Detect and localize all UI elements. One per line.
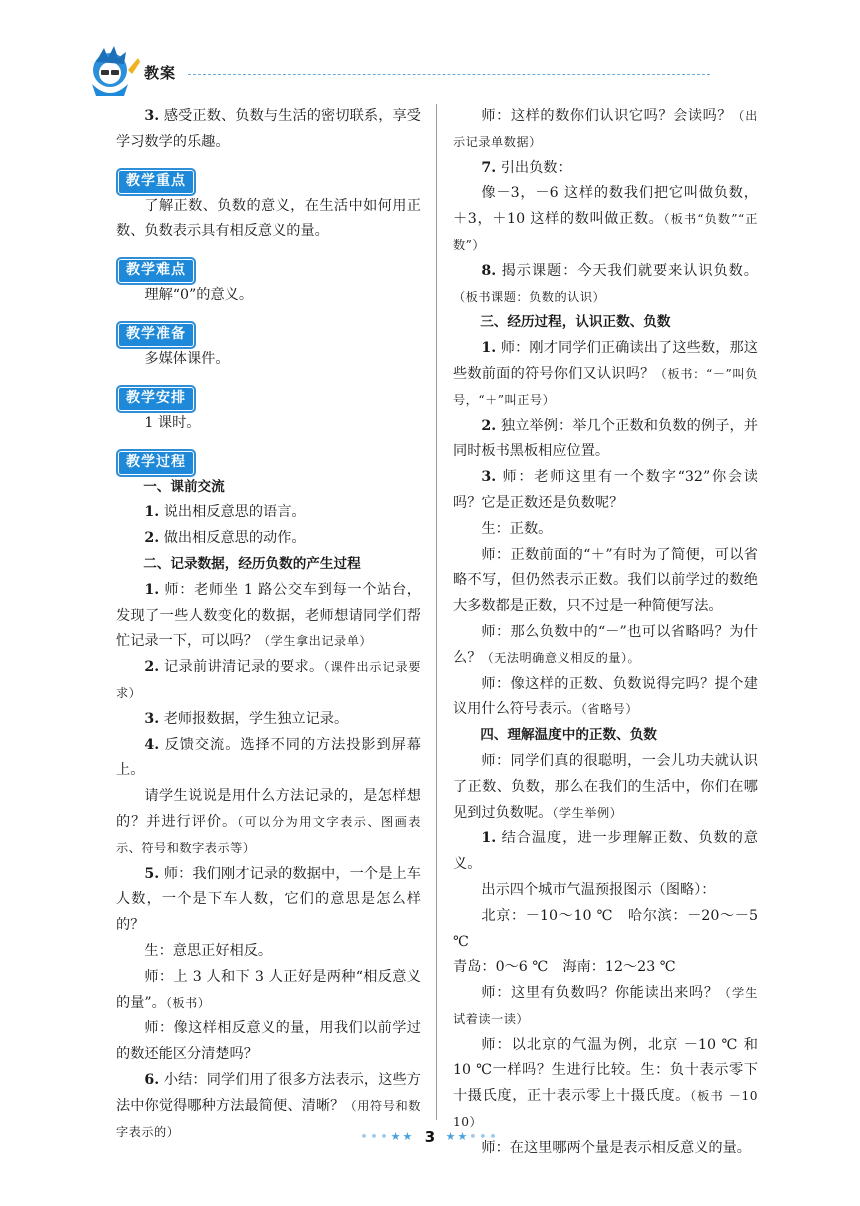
page-footer (0, 1128, 860, 1146)
paragraph-note: （无法明确意义相反的量）。 (481, 650, 641, 665)
paragraph-text: 一、课前交流 (143, 478, 225, 495)
paragraph (116, 784, 421, 861)
paragraph (453, 104, 758, 156)
item-number: 1. (144, 581, 160, 598)
section-tag: 教学过程 (116, 449, 196, 477)
paragraph (116, 104, 421, 156)
paragraph-text: 师：这里有负数吗？你能读出来吗？ (481, 985, 719, 1002)
paragraph (116, 939, 421, 965)
paragraph-text: 揭示课题：今天我们就要来认识负数。 (496, 262, 758, 279)
section-tag: 教学难点 (116, 257, 196, 285)
page-number: 3 (424, 1128, 436, 1146)
paragraph (116, 283, 421, 309)
paragraph (453, 1033, 771, 1136)
section-tag-wrap (116, 160, 421, 194)
paragraph (453, 181, 758, 258)
paragraph-text: 生：正数。 (481, 520, 553, 537)
paragraph-text: 做出相反意思的动作。 (159, 530, 306, 547)
item-number: 6. (144, 1071, 160, 1088)
paragraph-note: （板书：“－”叫负号，“＋”叫正号） (453, 366, 758, 407)
paragraph-note: （学生试着读一读） (453, 986, 758, 1026)
item-number: 5. (144, 865, 160, 882)
paragraph-text: 师：这样的数你们认识它吗？会读吗？ (481, 108, 733, 124)
paragraph-note: （板书课题：负数的认识） (453, 289, 606, 304)
paragraph-text: 北京：－10～10 ℃ 哈尔滨：－20～－5 ℃ (453, 907, 758, 950)
paragraph (116, 965, 421, 1017)
paragraph (453, 336, 758, 413)
paragraph-text: 师：正数前面的“＋”有时为了简便，可以省略不写，但仍然表示正数。我们以前学过的数绝大多数都是正数，只不过是一种简便写法。 (453, 546, 758, 615)
right-column (453, 104, 771, 1162)
footer-dots-right-icon: ••• (469, 1130, 500, 1143)
column-divider (436, 104, 437, 1120)
item-number: 2. (144, 530, 160, 547)
paragraph-note: （学生举例） (552, 805, 623, 820)
paragraph-text: 师：像这样相反意义的量，用我们以前学过的数还能区分清楚吗？ (116, 1020, 421, 1063)
paragraph (116, 347, 421, 373)
paragraph-text: 三、经历过程，认识正数、负数 (480, 314, 671, 331)
item-number: 1. (144, 504, 160, 521)
paragraph-text: 多媒体课件。 (144, 350, 230, 367)
paragraph-note: （学生拿出记录单） (257, 634, 373, 649)
paragraph-text: 了解正数、负数的意义，在生活中如何用正数、负数表示具有相反意义的量。 (116, 197, 421, 240)
paragraph (116, 500, 421, 526)
paragraph-text: 记录前讲清记录的要求。 (159, 659, 324, 676)
paragraph-note: （出示记录单数据） (453, 109, 758, 149)
paragraph-text: 理解“0”的意义。 (144, 287, 254, 304)
paragraph-text: 独立举例：举几个正数和负数的例子，并同时板书黑板相应位置。 (453, 417, 758, 460)
section-tag-wrap (116, 377, 421, 411)
item-number: 8. (481, 262, 497, 279)
paragraph-text: 反馈交流。选择不同的方法投影到屏幕上。 (116, 736, 421, 779)
paragraph-note: （课件出示记录要求） (116, 660, 421, 700)
paragraph-text: 感受正数、负数与生活的密切联系，享受学习数学的乐趣。 (116, 108, 421, 150)
paragraph (116, 733, 421, 785)
paragraph-text: 二、记录数据，经历负数的产生过程 (143, 555, 361, 572)
paragraph (453, 981, 758, 1033)
paragraph (453, 517, 758, 543)
paragraph (453, 826, 758, 878)
paragraph-note: （省略号） (580, 702, 639, 717)
section-tag-wrap (116, 441, 421, 475)
item-number: 3. (481, 469, 497, 486)
paragraph-text: 青岛：0～6 ℃ 海南：12～23 ℃ (453, 959, 676, 976)
paragraph (453, 414, 758, 466)
footer-dots-left-icon: ••• (360, 1130, 391, 1143)
paragraph-text: 老师报数据，学生独立记录。 (159, 710, 349, 727)
paragraph (116, 1016, 421, 1068)
paragraph-text: 像－3，－6 这样的数我们把它叫做负数，＋3，＋10 这样的数叫做正数。 (453, 185, 758, 228)
header-title: 教案 (144, 64, 177, 82)
paragraph (453, 672, 758, 724)
paragraph (453, 543, 758, 620)
section-heading (453, 723, 758, 749)
paragraph-note: （板书 －10 10） (453, 1089, 771, 1130)
section-tag: 教学准备 (116, 321, 196, 349)
item-number: 1. (481, 340, 497, 357)
section-tag-wrap (116, 249, 421, 283)
paragraph (453, 749, 758, 826)
paragraph (116, 194, 421, 246)
paragraph-note: （板书“负数”“正数”） (453, 212, 758, 252)
paragraph (116, 526, 421, 552)
paragraph (453, 465, 758, 517)
section-tag: 教学重点 (116, 168, 196, 196)
paragraph-text: 小结：同学们用了很多方法表示，这些方法中你觉得哪种方法最简便、清晰？ (116, 1071, 421, 1114)
paragraph-text: 师：老师坐 1 路公交车到每一个站台，发现了一些人数变化的数据，老师想请同学们帮忙记录一下，可以吗？ (116, 581, 421, 650)
paragraph-text: 1 课时。 (144, 414, 201, 431)
paragraph-text: 出示四个城市气温预报图示（图略）： (481, 881, 716, 898)
paragraph-text: 师：老师这里有一个数字“32”你会读吗？它是正数还是负数呢？ (453, 469, 758, 511)
paragraph-text: 师：那么负数中的“－”也可以省略吗？为什么？ (453, 623, 758, 666)
paragraph-note: （用符号和数字表示的） (116, 1098, 421, 1139)
item-number: 1. (481, 830, 497, 847)
section-tag: 教学安排 (116, 385, 196, 413)
paragraph-text: 四、理解温度中的正数、负数 (480, 727, 657, 744)
paragraph-text: 请学生说说是用什么方法记录的，是怎样想的？并进行评价。 (116, 788, 421, 830)
paragraph-text: 生：意思正好相反。 (144, 942, 273, 959)
paragraph-text: 师：同学们真的很聪明，一会儿功夫就认识了正数、负数，那么在我们的生活中，你们在哪见到过负数呢。 (453, 752, 758, 821)
paragraph (116, 411, 421, 437)
section-tag-wrap (116, 313, 421, 347)
item-number: 3. (144, 108, 160, 124)
section-heading (453, 310, 758, 336)
paragraph (116, 862, 421, 939)
left-column (116, 104, 421, 1145)
paragraph-text: 师：以北京的气温为例，北京 －10 ℃ 和 10 ℃一样吗？生进行比较。生：负十表示零下十摄氏度，正十表示零上十摄氏度。 (453, 1036, 758, 1105)
paragraph-text: 师：我们刚才记录的数据中，一个是上车人数，一个是下车人数，它们的意思是怎么样的？ (116, 865, 421, 934)
paragraph-text: 师：像这样的正数、负数说得完吗？提个建议用什么符号表示。 (453, 675, 758, 718)
paragraph (453, 878, 758, 904)
paragraph (453, 904, 758, 956)
section-heading (116, 475, 421, 501)
footer-stars-left-icon: ★★ (390, 1130, 415, 1143)
paragraph-text: 师：在这里哪两个量是表示相反意义的量。 (481, 1139, 751, 1156)
paragraph-text: 师：刚才同学们正确读出了这些数，那这些数前面的符号你们又认识吗？ (453, 340, 758, 382)
paragraph (116, 578, 421, 655)
item-number: 2. (144, 659, 160, 676)
header-dashed-rule (188, 74, 710, 75)
item-number: 2. (481, 417, 497, 434)
paragraph-note: （板书） (165, 995, 211, 1010)
paragraph-text: 结合温度，进一步理解正数、负数的意义。 (453, 830, 758, 873)
paragraph-note: （可以分为用文字表示、图画表示、符号和数字表示等） (116, 814, 421, 855)
paragraph-text: 说出相反意思的语言。 (159, 504, 306, 521)
paragraph (453, 156, 758, 182)
section-heading (116, 552, 421, 578)
page-header (84, 40, 624, 100)
item-number: 7. (481, 159, 497, 176)
item-number: 3. (144, 710, 160, 727)
paragraph (116, 707, 421, 733)
paragraph (453, 620, 758, 672)
paragraph-text: 引出负数： (496, 159, 572, 176)
mascot-logo-icon (84, 40, 144, 100)
item-number: 4. (144, 736, 160, 753)
paragraph-text: 师：上 3 人和下 3 人正好是两种“相反意义的量”。 (116, 968, 421, 1011)
paragraph (116, 655, 421, 707)
paragraph (453, 259, 758, 311)
footer-stars-right-icon: ★★ (445, 1130, 470, 1143)
paragraph (453, 955, 758, 981)
